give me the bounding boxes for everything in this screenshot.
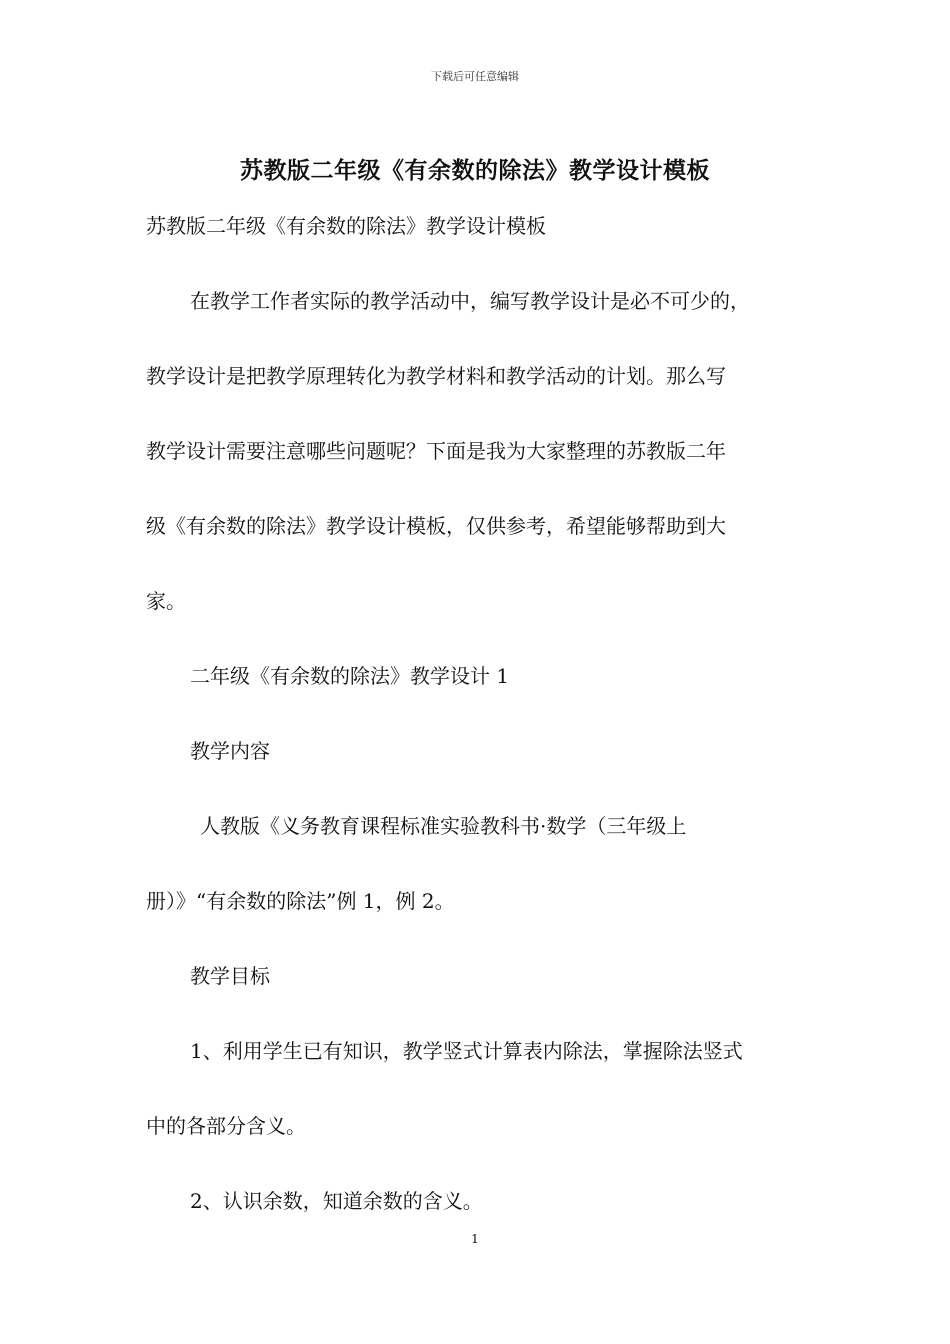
body-line-intro-2: 教学设计是把教学原理转化为教学材料和教学活动的计划。那么写	[146, 364, 726, 388]
header-note: 下载后可任意编辑	[431, 70, 519, 83]
document-title: 苏教版二年级《有余数的除法》教学设计模板	[240, 158, 710, 184]
page-number: 1	[471, 1232, 479, 1246]
section-heading-design-1: 二年级《有余数的除法》教学设计 1	[190, 664, 510, 688]
body-line-content-1: 人教版《义务教育课程标准实验教科书·数学（三年级上	[200, 814, 687, 838]
body-line-intro-4: 级《有余数的除法》教学设计模板，仅供参考，希望能够帮助到大	[146, 514, 726, 538]
section-heading-content: 教学内容	[190, 739, 270, 763]
section-heading-goals: 教学目标	[190, 964, 270, 988]
body-line-intro-1: 在教学工作者实际的教学活动中，编写教学设计是必不可少的，	[190, 289, 750, 313]
body-line-intro-3: 教学设计需要注意哪些问题呢？下面是我为大家整理的苏教版二年	[146, 439, 726, 463]
body-line-goal-2: 2、认识余数，知道余数的含义。	[190, 1189, 483, 1213]
body-line-subtitle: 苏教版二年级《有余数的除法》教学设计模板	[146, 214, 546, 238]
body-line-content-2: 册）》“有余数的除法”例 1，例 2。	[146, 889, 455, 913]
body-line-goal-1a: 1、利用学生已有知识，教学竖式计算表内除法，掌握除法竖式	[190, 1039, 743, 1063]
body-line-intro-5: 家。	[146, 589, 186, 613]
body-line-goal-1b: 中的各部分含义。	[146, 1114, 306, 1138]
